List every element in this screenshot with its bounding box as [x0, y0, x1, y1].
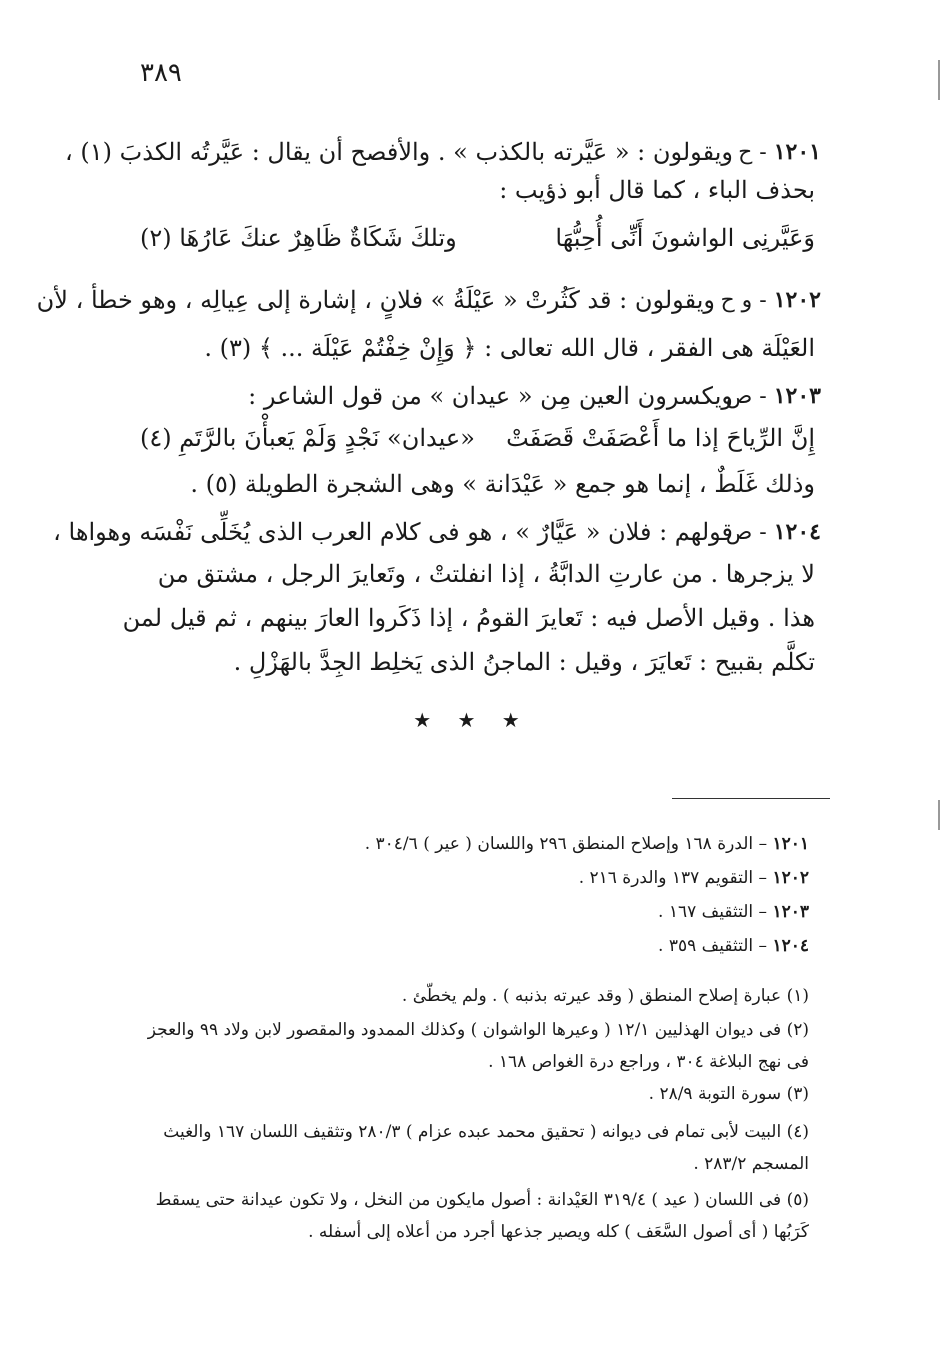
scan-edge-mark	[938, 800, 940, 830]
verse-right-hemistich: وَعَيَّرنِى الواشونَ أَنِّى أُحِبُّهَا	[555, 224, 815, 252]
entry-number: ١٢٠٣	[773, 383, 821, 409]
entry-number: ١٢٠٤	[773, 519, 821, 545]
verse-left-hemistich: وتلكَ شَكَاةٌ ظَاهِرٌ عنكَ عَارُهَا (٢)	[140, 224, 457, 252]
entry-text-line: لا يزجرها . من عارتِ الدابَّةُ ، إذا انفلتتْ ، وتَعايرَ الرجل ، مشتق من	[157, 560, 815, 588]
entry-text-line: بحذف الباء ، كما قال أبو ذؤيب :	[499, 176, 815, 204]
source-note-number: ١٢٠٤	[772, 936, 809, 956]
source-note	[365, 830, 809, 858]
entry-number: ١٢٠٢	[773, 287, 821, 313]
footnote-divider	[672, 798, 830, 799]
entry-text-line: ويقولون : قد كَثُرتْ « عَيْلَةُ » فلانٍ ، إشارة إلى عِيالِه ، وهو خطأ ، لأن	[36, 286, 715, 314]
source-note-text: – الدرة ١٦٨ وإصلاح المنطق ٢٩٦ واللسان ( عير ) ٣٠٤/٦ .	[364, 834, 768, 854]
source-note-text: – التثقيف ٣٥٩ .	[658, 936, 768, 956]
footnote-line: المسجم ٢٨٣/٢ .	[693, 1154, 809, 1174]
entry-text-line: العَيْلَة هى الفقر ، قال الله تعالى : ﴿ وَإِنْ خِفْتُمْ عَيْلَة ... ﴾ (٣) .	[204, 334, 815, 362]
source-note-number: ١٢٠٣	[772, 902, 809, 922]
source-note-text: – التقويم ١٣٧ والدرة ٢١٦ .	[578, 868, 768, 888]
entry-number-1204: ١٢٠٤ - ص	[725, 519, 821, 545]
footnote-line: (٤) البيت لأبى تمام فى ديوانه ( تحقيق محمد عبده عزام ) ٢٨٠/٣ وتثقيف اللسان ١٦٧ والغيث	[163, 1122, 809, 1142]
scan-edge-mark	[938, 60, 940, 100]
footnote-line: (٢) فى ديوان الهذليين ١٢/١ ( وعيرها الواشوان ) وكذلك الممدود والمقصور لابن ولاد ٩٩ والعجز	[147, 1020, 809, 1040]
verse-left-hemistich: «عيدان» نَجْدٍ وَلَمْ يَعبأْنَ بالرَّتَمِ (٤)	[140, 424, 475, 452]
page-number: ٣٨٩	[140, 58, 182, 88]
entry-text-line: ويقولون : « عَيَّرته بالكذب » . والأفصح أن يقال : عَيَّرتُه الكذبَ (١) ،	[65, 138, 733, 166]
source-note	[658, 898, 809, 926]
entry-number-1203: ١٢٠٣ - ص	[725, 383, 821, 409]
footnote-line: (٣) سورة التوبة ٢٨/٩ .	[648, 1084, 809, 1104]
entry-code: ص	[725, 520, 753, 545]
footnote-line: (١) عبارة إصلاح المنطق ( وقد عيرته بذنبه ) . ولم يخطّئ .	[401, 986, 809, 1006]
entry-code: و ح	[720, 288, 753, 313]
entry-text-line: وذلك غَلَطٌ ، إنما هو جمع « عَيْدَانة » وهى الشجرة الطويلة (٥) .	[190, 470, 815, 498]
section-separator-stars: ★ ★ ★	[413, 708, 530, 732]
source-note	[658, 932, 809, 960]
entry-text-line: ويكسرون العين مِن « عيدان » من قول الشاعر :	[248, 382, 733, 410]
footnote-line: فى نهج البلاغة ٣٠٤ ، وراجع درة الغواص ١٦٨ .	[488, 1052, 809, 1072]
source-note-text: – التثقيف ١٦٧ .	[658, 902, 768, 922]
source-note-number: ١٢٠٢	[772, 868, 809, 888]
entry-number: ١٢٠١	[773, 139, 821, 165]
entry-code: ح	[738, 140, 753, 165]
verse-right-hemistich: إِنَّ الرِّياحَ إذا ما أَعْصَفَتْ قَصَفَتْ	[506, 424, 815, 452]
entry-code: ص	[725, 384, 753, 409]
source-note-number: ١٢٠١	[772, 834, 809, 854]
entry-number-1202: ١٢٠٢ - و ح	[720, 287, 821, 313]
footnote-line: (٥) فى اللسان ( عيد ) ٣١٩/٤ العَيْدانة : أصول مايكون من النخل ، ولا تكون عيدانة حتى يسقط	[155, 1190, 809, 1210]
source-note	[579, 864, 809, 892]
entry-text-line: تكلَّم بقبيح : تَعايَرَ ، وقيل : الماجنُ الذى يَخلِط الجِدَّ بالهَزْلِ .	[233, 648, 815, 676]
entry-text-line: قولهم : فلان « عَيَّارٌ » ، هو فى كلام العرب الذى يُخَلِّى نَفْسَه وهواها ،	[53, 518, 733, 546]
entry-text-line: هذا . وقيل الأصل فيه : تَعايرَ القومُ ، إذا ذَكَروا العارَ بينهم ، ثم قيل لمن	[122, 604, 815, 632]
footnote-line: كَرَبُها ( أى أصول السَّعَف ) كله ويصير جذعها أجرد من أعلاه إلى أسفله .	[308, 1222, 809, 1242]
entry-number-1201: ١٢٠١ - ح	[738, 139, 821, 165]
